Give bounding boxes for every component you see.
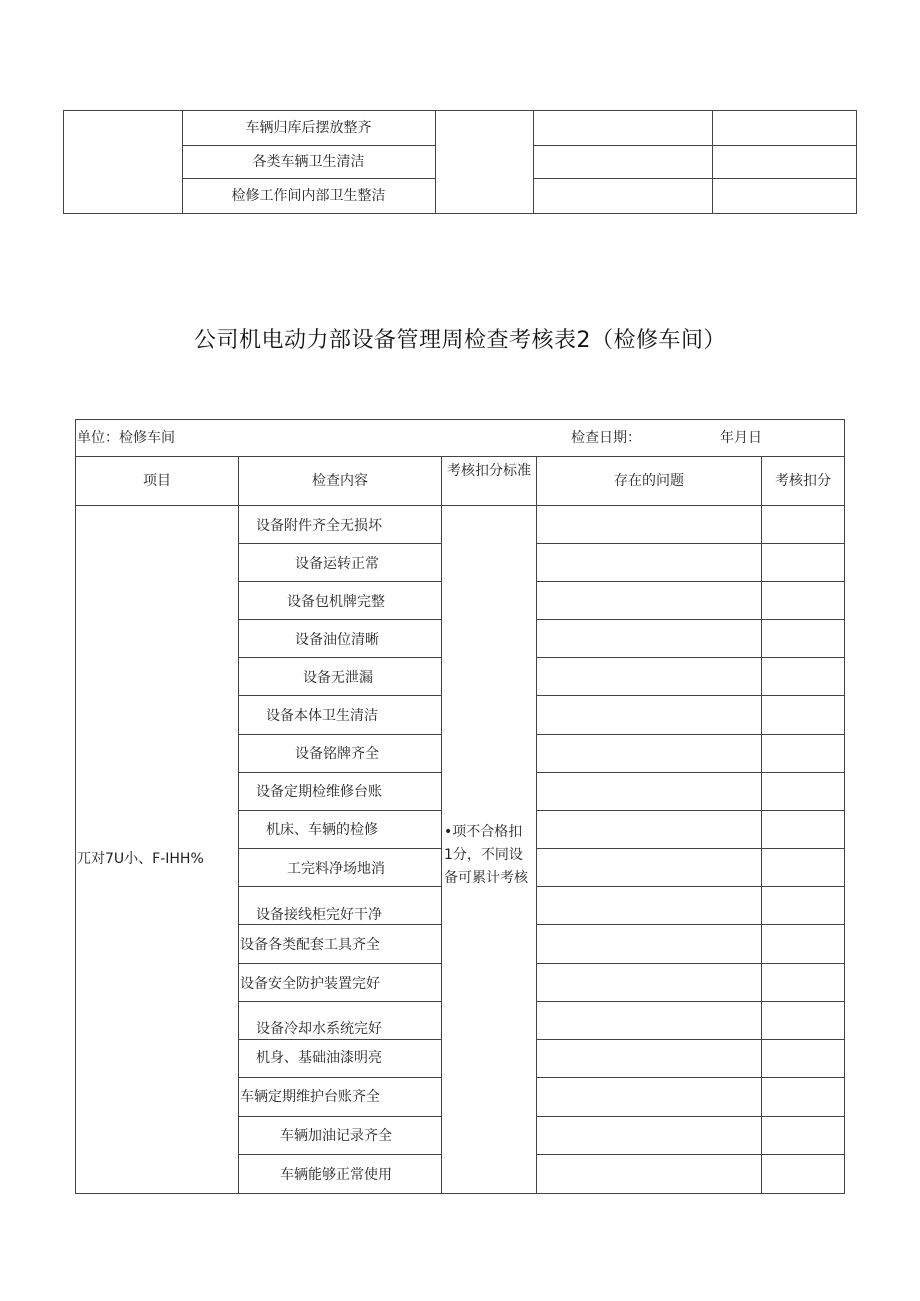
check-item: 设备油位清晰	[295, 632, 379, 648]
check-item: 设备各类配套工具齐全	[240, 937, 380, 953]
column-divider	[856, 110, 857, 214]
check-item: 机床、车辆的检修	[266, 822, 378, 838]
row-divider	[238, 543, 441, 544]
column-divider	[536, 456, 537, 1194]
check-item: 车辆加油记录齐全	[280, 1128, 392, 1144]
check-item: 设备本体卫生清洁	[266, 708, 378, 724]
row-divider	[238, 1039, 441, 1040]
row-divider	[536, 810, 844, 811]
row-divider	[238, 695, 441, 696]
top-row-text: 检修工作间内部卫生整洁	[231, 188, 386, 204]
table-border	[75, 456, 845, 457]
header-standard: 考核扣分标准	[447, 463, 531, 479]
table-border	[75, 419, 76, 1194]
row-divider	[536, 1001, 844, 1002]
row-divider	[536, 1077, 844, 1078]
check-item: 设备接线柜完好干净	[256, 907, 382, 923]
top-row-text: 车辆归库后摆放整齐	[245, 120, 372, 136]
row-divider	[238, 772, 441, 773]
row-divider	[182, 178, 435, 179]
row-divider	[238, 734, 441, 735]
deduction-standard	[444, 821, 528, 890]
row-divider	[238, 1116, 441, 1117]
row-divider	[182, 145, 435, 146]
row-divider	[536, 1116, 844, 1117]
row-divider	[533, 145, 857, 146]
column-divider	[533, 110, 534, 214]
row-divider	[536, 619, 844, 620]
check-item: 车辆能够正常使用	[280, 1167, 392, 1183]
row-divider	[238, 810, 441, 811]
row-divider	[238, 1001, 441, 1002]
date-suffix: 年月日	[720, 430, 762, 446]
row-divider	[238, 924, 441, 925]
row-divider	[238, 1154, 441, 1155]
row-divider	[536, 772, 844, 773]
row-divider	[536, 848, 844, 849]
row-divider	[536, 1039, 844, 1040]
standard-line: 备可累计考核	[444, 870, 528, 886]
row-divider	[536, 1154, 844, 1155]
header-content: 检查内容	[312, 473, 368, 489]
check-item: 工完料净场地消	[287, 861, 385, 877]
table-border	[75, 505, 845, 506]
row-divider	[238, 886, 441, 887]
header-deduction: 考核扣分	[775, 473, 831, 489]
row-divider	[536, 886, 844, 887]
row-divider	[238, 581, 441, 582]
row-divider	[536, 963, 844, 964]
row-divider	[536, 581, 844, 582]
row-divider	[536, 657, 844, 658]
header-item: 项目	[143, 473, 171, 489]
column-divider	[441, 456, 442, 1194]
check-item: 设备无泄漏	[303, 670, 373, 686]
unit-label: 单位：检修车间	[77, 430, 175, 446]
row-divider	[536, 734, 844, 735]
check-item: 设备安全防护装置完好	[240, 976, 380, 992]
standard-line: 1分，不同设	[444, 847, 523, 863]
check-item: 设备定期检维修台账	[256, 784, 382, 800]
row-divider	[238, 963, 441, 964]
row-divider	[536, 543, 844, 544]
column-divider	[712, 110, 713, 214]
check-item: 机身、基础油漆明亮	[256, 1050, 382, 1066]
table-border	[844, 419, 845, 1194]
column-divider	[63, 110, 64, 214]
date-label: 检查日期：	[571, 430, 641, 446]
check-item: 设备附件齐全无损坏	[256, 518, 382, 534]
row-divider	[238, 848, 441, 849]
header-problems: 存在的问题	[614, 473, 684, 489]
item-label: 兀对7U小、F-IHH%	[77, 851, 204, 867]
row-divider	[533, 178, 857, 179]
standard-line: •项不合格扣	[444, 824, 523, 840]
table-border	[75, 419, 845, 420]
check-item: 设备铭牌齐全	[295, 746, 379, 762]
top-row-text: 各类车辆卫生清洁	[252, 154, 365, 170]
check-item: 设备包机牌完整	[287, 594, 385, 610]
row-divider	[536, 695, 844, 696]
check-item: 车辆定期维护台账齐全	[240, 1089, 380, 1105]
column-divider	[761, 456, 762, 1194]
column-divider	[435, 110, 436, 214]
page-title: 公司机电动力部设备管理周检查考核表2（检修车间）	[194, 328, 726, 353]
row-divider	[238, 657, 441, 658]
check-item: 设备冷却水系统完好	[256, 1021, 382, 1037]
check-item: 设备运转正常	[295, 556, 379, 572]
row-divider	[238, 619, 441, 620]
column-divider	[238, 456, 239, 1194]
row-divider	[536, 924, 844, 925]
table-border	[75, 1193, 845, 1194]
row-divider	[238, 1077, 441, 1078]
